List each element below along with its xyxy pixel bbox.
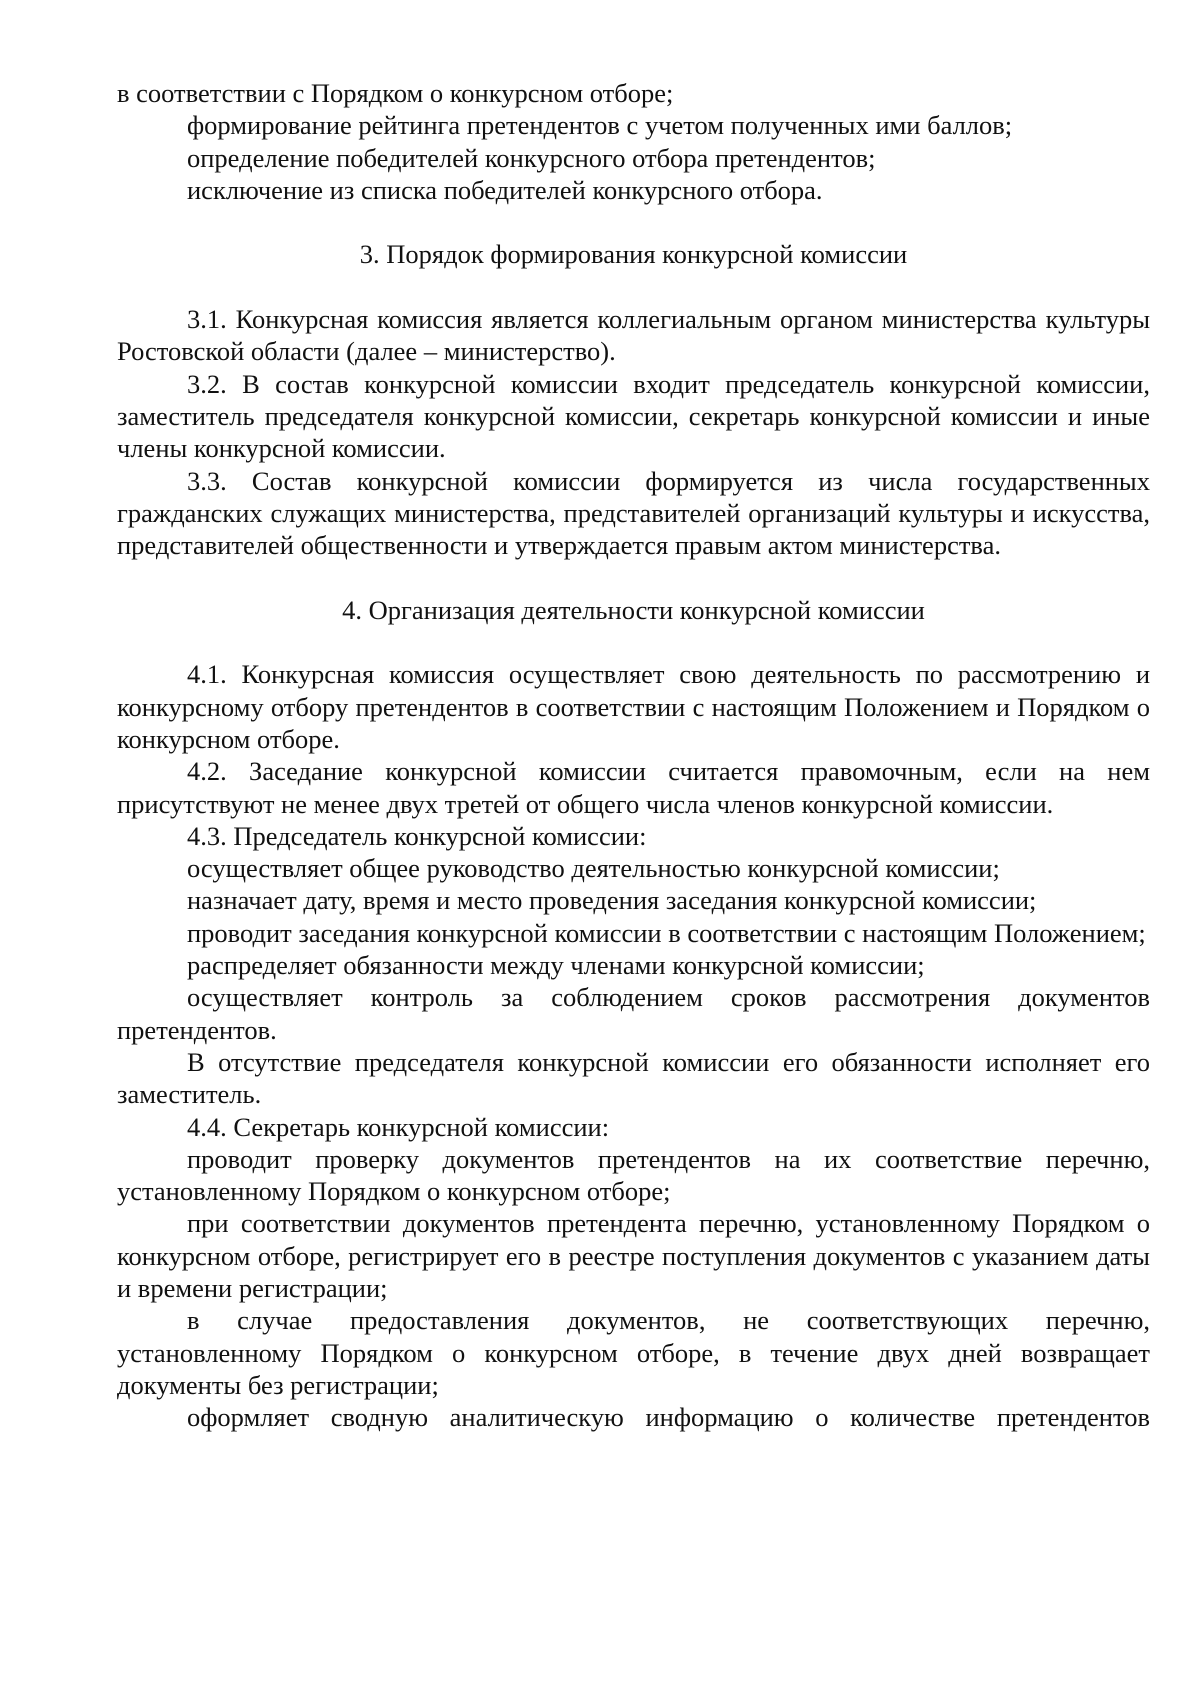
blank-line [117,206,1150,238]
section-heading-3: 3. Порядок формирования конкурсной комиссии [359,239,908,270]
paragraph-4-1: 4.1. Конкурсная комиссия осуществляет свою деятельность по рассмотрению и конкурсному отбору претендентов в соответствии с настоящим Положением и Порядком о конкурсном отборе. [117,659,1150,754]
paragraph-4-4: 4.4. Секретарь конкурсной комиссии: [187,1111,610,1142]
section-heading-4: 4. Организация деятельности конкурсной комиссии [342,594,925,625]
paragraph: в соответствии с Порядком о конкурсном отборе; [117,78,674,108]
paragraph: формирование рейтинга претендентов с учетом полученных ими баллов; [187,110,1013,141]
list-item: при соответствии документов претендента перечню, установленному Порядком о конкурсном отборе, регистрирует его в реестре поступления документов с указанием даты и времени регистрации; [117,1208,1150,1303]
paragraph-4-3: 4.3. Председатель конкурсной комиссии: [187,820,647,851]
blank-line [117,561,1150,593]
paragraph-3-3: 3.3. Состав конкурсной комиссии формируется из числа государственных гражданских служащих министерства, представителей организаций культуры и искусства, представителей общественности и утверждается правым актом министерства. [117,465,1150,561]
blank-line [117,271,1150,303]
document-page [117,77,1150,1433]
list-item: осуществляет контроль за соблюдением сроков рассмотрения документов претендентов. [117,982,1150,1045]
paragraph: В отсутствие председателя конкурсной комиссии его обязанности исполняет его заместитель. [117,1046,1150,1110]
list-item: проводит заседания конкурсной комиссии в соответствии с настоящим Положением; [187,917,1146,948]
list-item: распределяет обязанности между членами конкурсной комиссии; [187,950,925,981]
paragraph: исключение из списка победителей конкурсного отбора. [187,174,823,205]
paragraph: определение победителей конкурсного отбора претендентов; [187,142,876,173]
list-item: оформляет сводную аналитическую информацию о количестве претендентов [187,1402,1150,1433]
list-item: в случае предоставления документов, не соответствующих перечню, установленному Порядком о конкурсном отборе, в течение двух дней возвращает документы без регистрации; [117,1305,1150,1400]
paragraph-3-1: 3.1. Конкурсная комиссия является коллегиальным органом министерства культуры Ростовской области (далее – министерство). [117,304,1150,367]
list-item: осуществляет общее руководство деятельностью конкурсной комиссии; [187,853,1000,884]
paragraph-3-2: 3.2. В состав конкурсной комиссии входит председатель конкурсной комиссии, заместитель председателя конкурсной комиссии, секретарь конкурсной комиссии и иные члены конкурсной комиссии. [117,368,1150,464]
blank-line [117,626,1150,658]
list-item: назначает дату, время и место проведения заседания конкурсной комиссии; [187,885,1037,916]
list-item: проводит проверку документов претендентов на их соответствие перечню, установленному Порядком о конкурсном отборе; [117,1143,1150,1207]
paragraph-4-2: 4.2. Заседание конкурсной комиссии считается правомочным, если на нем присутствуют не менее двух третей от общего числа членов конкурсной комиссии. [117,756,1150,819]
